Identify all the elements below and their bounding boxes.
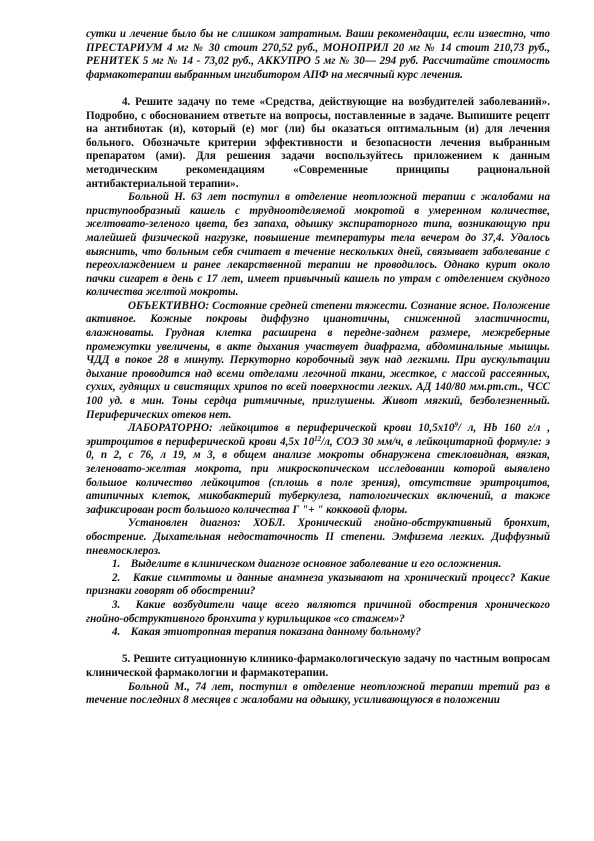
- question-text: Выделите в клиническом диагнозе основное заболевание и его осложнения.: [130, 558, 502, 571]
- question-text: Какие возбудители чаще всего являются причиной обострения хронического гнойно-обструктивного бронхита у курильщиков «со стажем»?: [86, 598, 551, 625]
- spacer: [86, 82, 550, 96]
- question-number: 4.: [112, 626, 121, 639]
- question-item: [86, 572, 550, 599]
- lab-text-part1: ЛАБОРАТОРНО: лейкоцитов в периферической крови 10,5х10: [128, 422, 455, 435]
- question-item: [86, 626, 550, 640]
- question-number: 2.: [112, 571, 121, 584]
- task4-questions-list: [86, 558, 550, 640]
- lab-text-part2: / л, Hb 160 г/л , эритроцитов в периферической крови 4,5х 10: [86, 422, 550, 448]
- task4-objective-paragraph: ОБЪЕКТИВНО: Состояние средней степени тяжести. Сознание ясное. Положение активное. Кожные покровы диффузно цианотичны, сниженной эластичности, влажноваты. Грудная клетка расширена в передне-заднем размере, межреберные промежутки увеличены, в акте дыхания участвует диафрагма, абдоминальные мышцы. ЧДД в покое 28 в минуту. Перкуторно коробочный звук над легкими. При аускультации дыхание проводится над всеми отделами легочной ткани, жесткое, с массой рассеянных, сухих, гудящих и свистящих хрипов по всей поверхности легких. АД 140/80 мм.рт.ст., ЧСС 100 уд. в мин. Тоны сердца ритмичные, приглушены. Живот мягкий, безболезненный. Периферических отеков нет.: [86, 299, 550, 421]
- task5-case-paragraph: Больной М., 74 лет, поступил в отделение неотложной терапии третий раз в течение последних 8 месяцев с жалобами на одышку, усиливающуюся в положении: [86, 680, 550, 707]
- task4-heading: 4. Решите задачу по теме «Средства, действующие на возбудителей заболеваний». Подробно, с обоснованием ответьте на вопросы, поставленные в задаче. Выпишите рецепт на антибиотак (и), который (е) мог (ли) бы оказаться оптимальным (и) для лечения больного. Обозначьте критерии эффективности и безопасности лечения выбранным препаратом (ами). Для решения задачи воспользуйтесь приложением к данным методическим рекомендациям «Современные принципы рациональной антибактериальной терапии».: [86, 95, 550, 190]
- task4-diagnosis-paragraph: Установлен диагноз: ХОБЛ. Хронический гнойно-обструктивный бронхит, обострение. Дыхательная недостаточность II степени. Эмфизема легких. Диффузный пневмосклероз.: [86, 517, 550, 557]
- spacer: [86, 640, 550, 654]
- intro-paragraph: сутки и лечение было бы не слишком затратным. Ваши рекомендации, если известно, что ПРЕСТАРИУМ 4 мг № 30 стоит 270,52 руб., МОНОПРИЛ 20 мг № 14 стоит 210,73 руб., РЕНИТЕК 5 мг № 14 - 73,02 руб., АККУПРО 5 мг № 30— 294 руб. Рассчитайте стоимость фармакотерапии выбранным ингибитором АПФ на месячный курс лечения.: [86, 28, 550, 81]
- question-text: Какая этиотропная терапия показана данному больному?: [130, 626, 421, 639]
- lab-exponent-1: 9: [454, 421, 458, 430]
- lab-exponent-2: 12: [314, 434, 322, 443]
- question-text: Какие симптомы и данные анамнеза указывают на хронический процесс? Какие признаки говорят об обострении?: [86, 571, 550, 598]
- task4-lab-paragraph: [86, 422, 550, 517]
- task4-case-paragraph: Больной Н. 63 лет поступил в отделение неотложной терапии с жалобами на приступообразный кашель с трудноотделяемой мокротой в умеренном количестве, желтовато-зеленого цвета, без запаха, одышку экспираторного типа, возникающую при малейшей физической нагрузке, повышение температуры тела вечером до 37,4. Удалось выяснить, что больным себя считает в течение нескольких дней, связывает заболевание с переохлаждением и ранее лекарственной терапии не проводилось. Однако курит около пачки сигарет в день с 17 лет, имеет привычный кашель по утрам с отделением скудного количества желтой мокроты.: [86, 191, 550, 299]
- question-item: [86, 599, 550, 626]
- question-item: [86, 558, 550, 572]
- task5-heading: 5. Решите ситуационную клинико-фармакологическую задачу по частным вопросам клинической фармакологии и фармакотерапии.: [86, 653, 550, 679]
- question-number: 3.: [112, 598, 121, 611]
- lab-text-part3: /л, СОЭ 30 мм/ч, в лейкоцитарной формуле: э 0, п 2, с 76, л 19, м 3, в общем анализе мокроты обнаружена стекловидная, вязкая, зеленовато-желтая мокрота, при микроскопическом исследовании которой выявлено большое количество лейкоцитов (сплошь в поле зрения), отсутствие эритроцитов, атипичных клеток, микобактерий туберкулеза, патологических включений, а также зафиксирован рост большого количества Г "+ " кокковой флоры.: [86, 435, 550, 516]
- question-number: 1.: [112, 558, 121, 571]
